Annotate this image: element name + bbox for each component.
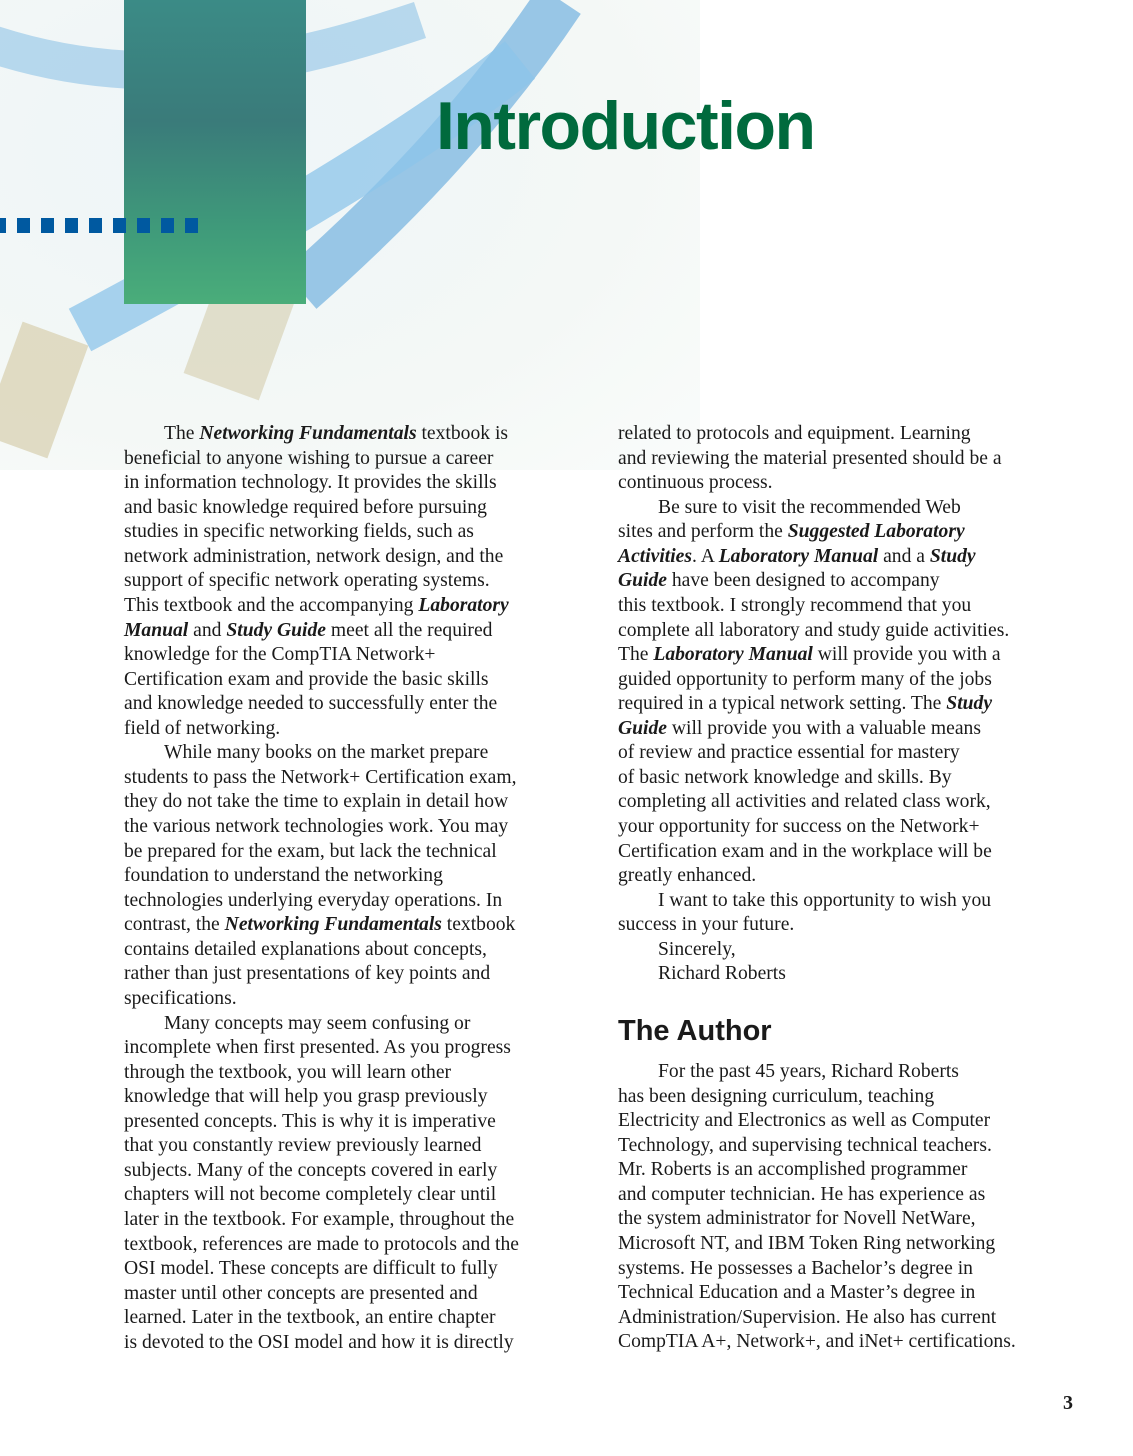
text-line — [618, 668, 1078, 693]
text-run: knowledge for the CompTIA Network+ — [124, 644, 436, 666]
text-line — [124, 619, 589, 644]
text-line — [124, 520, 589, 545]
text-line — [618, 447, 1078, 472]
text-line — [124, 668, 589, 693]
text-line — [618, 1306, 1078, 1331]
text-run: The — [164, 423, 200, 444]
text-line — [124, 717, 589, 742]
text-run: of review and practice essential for mastery — [618, 742, 960, 764]
text-run: For the past 45 years, Richard Roberts — [658, 1061, 959, 1082]
text-run: related to protocols and equipment. Learning — [618, 423, 971, 444]
text-run: studies in specific networking fields, such as — [124, 521, 474, 543]
text-line — [124, 987, 589, 1012]
text-line — [124, 496, 589, 521]
text-run: This textbook and the accompanying — [124, 594, 419, 616]
emphasized-title: Networking Fundamentals — [224, 914, 442, 936]
text-run: and reviewing the material presented should be a — [618, 447, 1002, 469]
text-line — [618, 422, 1078, 447]
text-line — [124, 864, 589, 889]
text-line — [618, 962, 1078, 987]
text-line — [124, 1208, 589, 1233]
text-run: students to pass the Network+ Certification exam, — [124, 766, 517, 788]
text-run: presented concepts. This is why it is imperative — [124, 1110, 496, 1132]
text-line — [618, 1257, 1078, 1282]
author-heading: The Author — [618, 1015, 772, 1047]
text-line — [618, 1134, 1078, 1159]
network-cable-illustration — [0, 0, 700, 480]
text-run: Be sure to visit the recommended Web — [658, 496, 961, 518]
right-column-text — [618, 422, 1078, 987]
text-run: beneficial to anyone wishing to pursue a career — [124, 447, 494, 469]
text-line — [618, 1183, 1078, 1208]
decorative-green-block — [124, 0, 306, 304]
text-run: Richard Roberts — [658, 963, 786, 985]
text-run: of basic network knowledge and skills. By — [618, 766, 952, 788]
text-run: specifications. — [124, 987, 237, 1009]
text-line — [124, 1306, 589, 1331]
text-run: success in your future. — [618, 914, 795, 936]
text-line — [618, 1060, 1078, 1085]
text-run: sites and perform the — [618, 521, 788, 543]
text-run: they do not take the time to explain in detail how — [124, 791, 509, 813]
text-run: through the textbook, you will learn other — [124, 1061, 452, 1083]
text-line — [618, 1232, 1078, 1257]
text-line — [124, 1012, 589, 1037]
text-line — [124, 1233, 589, 1258]
text-line — [124, 790, 589, 815]
text-run: Certification exam and in the workplace will be — [618, 840, 992, 862]
header-photo-network-cables — [0, 0, 700, 480]
emphasized-title: Laboratory — [418, 594, 509, 616]
text-line — [618, 864, 1078, 889]
text-line — [124, 1110, 589, 1135]
text-run: this textbook. I strongly recommend that you — [618, 594, 972, 616]
text-run: have been designed to accompany — [666, 570, 940, 592]
text-run: and knowledge needed to successfully enter the — [124, 693, 498, 715]
text-run: contains detailed explanations about concepts, — [124, 938, 487, 960]
text-run: required in a typical network setting. The — [618, 693, 947, 715]
text-line — [124, 545, 589, 570]
text-line — [124, 962, 589, 987]
text-line — [124, 594, 589, 619]
text-line — [618, 1085, 1078, 1110]
text-line — [618, 471, 1078, 496]
text-line — [124, 1331, 589, 1356]
text-line — [124, 938, 589, 963]
text-run: chapters will not become completely clear until — [124, 1184, 497, 1206]
text-line — [618, 643, 1078, 668]
text-line — [124, 447, 589, 472]
text-run: learned. Later in the textbook, an entire chapter — [124, 1307, 496, 1329]
text-line — [124, 422, 589, 447]
text-run: textbook is — [416, 423, 509, 444]
text-run: . A — [692, 545, 719, 567]
left-column-text — [124, 422, 589, 1355]
page-title: Introduction — [436, 88, 815, 164]
emphasized-title: Study — [946, 693, 993, 715]
text-run: I want to take this opportunity to wish you — [658, 889, 992, 911]
text-line — [124, 1134, 589, 1159]
text-line — [618, 889, 1078, 914]
text-line — [124, 766, 589, 791]
text-line — [124, 1061, 589, 1086]
emphasized-title: Activities — [618, 545, 693, 567]
text-run: Mr. Roberts is an accomplished programmer — [618, 1159, 968, 1181]
text-run: support of specific network operating systems. — [124, 570, 490, 592]
text-line — [618, 741, 1078, 766]
text-line — [618, 619, 1078, 644]
text-run: master until other concepts are presented and — [124, 1282, 478, 1304]
text-run: later in the textbook. For example, throughout the — [124, 1209, 515, 1230]
text-line — [618, 815, 1078, 840]
text-run: will provide you with a valuable means — [666, 717, 981, 739]
text-run: subjects. Many of the concepts covered in early — [124, 1159, 498, 1181]
text-run: and — [188, 619, 227, 641]
text-run: The — [618, 644, 654, 666]
text-run: Sincerely, — [658, 938, 736, 960]
text-run: Technology, and supervising technical teachers. — [618, 1134, 992, 1156]
text-line — [124, 840, 589, 865]
text-line — [618, 1330, 1078, 1355]
text-line — [618, 520, 1078, 545]
emphasized-title: Guide — [618, 717, 667, 739]
text-run: systems. He possesses a Bachelor’s degree in — [618, 1257, 973, 1279]
text-run: incomplete when first presented. As you progress — [124, 1037, 511, 1059]
text-run: the system administrator for Novell NetWare, — [618, 1208, 976, 1230]
text-run: foundation to understand the networking — [124, 865, 443, 887]
text-run: textbook, references are made to protocols and the — [124, 1233, 519, 1255]
text-line — [618, 1109, 1078, 1134]
text-run: the various network technologies work. You may — [124, 816, 509, 837]
text-run: be prepared for the exam, but lack the technical — [124, 840, 497, 862]
text-run: Certification exam and provide the basic skills — [124, 668, 489, 690]
text-run: has been designing curriculum, teaching — [618, 1085, 935, 1107]
text-run: textbook — [441, 914, 516, 936]
author-bio-text — [618, 1060, 1078, 1355]
text-line — [124, 692, 589, 717]
text-run: CompTIA A+, Network+, and iNet+ certifications. — [618, 1331, 1016, 1353]
text-run: in information technology. It provides the skills — [124, 472, 497, 494]
text-run: complete all laboratory and study guide activities. — [618, 619, 1010, 641]
text-line — [124, 471, 589, 496]
text-line — [124, 569, 589, 594]
text-run: meet all the required — [325, 619, 493, 641]
text-line — [618, 766, 1078, 791]
text-line — [124, 889, 589, 914]
text-run: greatly enhanced. — [618, 865, 757, 887]
text-run: and basic knowledge required before pursuing — [124, 496, 487, 518]
text-run: completing all activities and related class work, — [618, 791, 991, 813]
text-run: knowledge that will help you grasp previously — [124, 1086, 488, 1108]
emphasized-title: Study Guide — [226, 619, 326, 641]
emphasized-title: Guide — [618, 570, 667, 592]
text-run: is devoted to the OSI model and how it is directly — [124, 1331, 514, 1353]
decorative-square-dots — [0, 218, 198, 233]
emphasized-title: Suggested Laboratory — [787, 521, 965, 543]
text-line — [618, 594, 1078, 619]
text-run: continuous process. — [618, 472, 773, 494]
text-line — [124, 1159, 589, 1184]
text-run: Technical Education and a Master’s degree in — [618, 1282, 976, 1304]
text-line — [618, 913, 1078, 938]
emphasized-title: Networking Fundamentals — [199, 423, 417, 444]
emphasized-title: Manual — [124, 619, 189, 641]
text-line — [124, 815, 589, 840]
text-line — [124, 913, 589, 938]
text-run: network administration, network design, and the — [124, 545, 504, 567]
text-line — [618, 790, 1078, 815]
text-run: that you constantly review previously learned — [124, 1135, 482, 1157]
text-line — [618, 840, 1078, 865]
text-line — [124, 1257, 589, 1282]
text-run: and a — [878, 545, 930, 567]
emphasized-title: Laboratory Manual — [718, 545, 879, 567]
text-line — [124, 1036, 589, 1061]
text-run: will provide you with a — [812, 644, 1001, 666]
text-run: your opportunity for success on the Network+ — [618, 816, 980, 837]
text-run: field of networking. — [124, 717, 281, 739]
text-run: Administration/Supervision. He also has current — [618, 1306, 997, 1328]
text-line — [618, 1281, 1078, 1306]
text-line — [618, 1158, 1078, 1183]
page-number: 3 — [1063, 1392, 1073, 1414]
text-line — [124, 1282, 589, 1307]
text-line — [124, 741, 589, 766]
text-run: OSI model. These concepts are difficult to fully — [124, 1258, 498, 1280]
text-line — [124, 1183, 589, 1208]
text-run: and computer technician. He has experience as — [618, 1183, 986, 1205]
text-run: Microsoft NT, and IBM Token Ring networking — [618, 1232, 996, 1254]
text-run: guided opportunity to perform many of the jobs — [618, 668, 992, 690]
text-line — [618, 692, 1078, 717]
emphasized-title: Laboratory Manual — [653, 644, 813, 666]
text-line — [618, 938, 1078, 963]
text-run: Electricity and Electronics as well as Computer — [618, 1110, 991, 1132]
text-line — [618, 545, 1078, 570]
text-line — [618, 569, 1078, 594]
text-run: While many books on the market prepare — [164, 742, 489, 764]
emphasized-title: Study — [929, 545, 976, 567]
text-run: technologies underlying everyday operations. In — [124, 889, 503, 911]
text-line — [618, 1207, 1078, 1232]
text-line — [124, 1085, 589, 1110]
text-line — [618, 496, 1078, 521]
text-run: contrast, the — [124, 914, 225, 936]
text-line — [124, 643, 589, 668]
text-run: rather than just presentations of key points and — [124, 963, 491, 985]
text-line — [618, 717, 1078, 742]
text-run: Many concepts may seem confusing or — [164, 1012, 471, 1034]
